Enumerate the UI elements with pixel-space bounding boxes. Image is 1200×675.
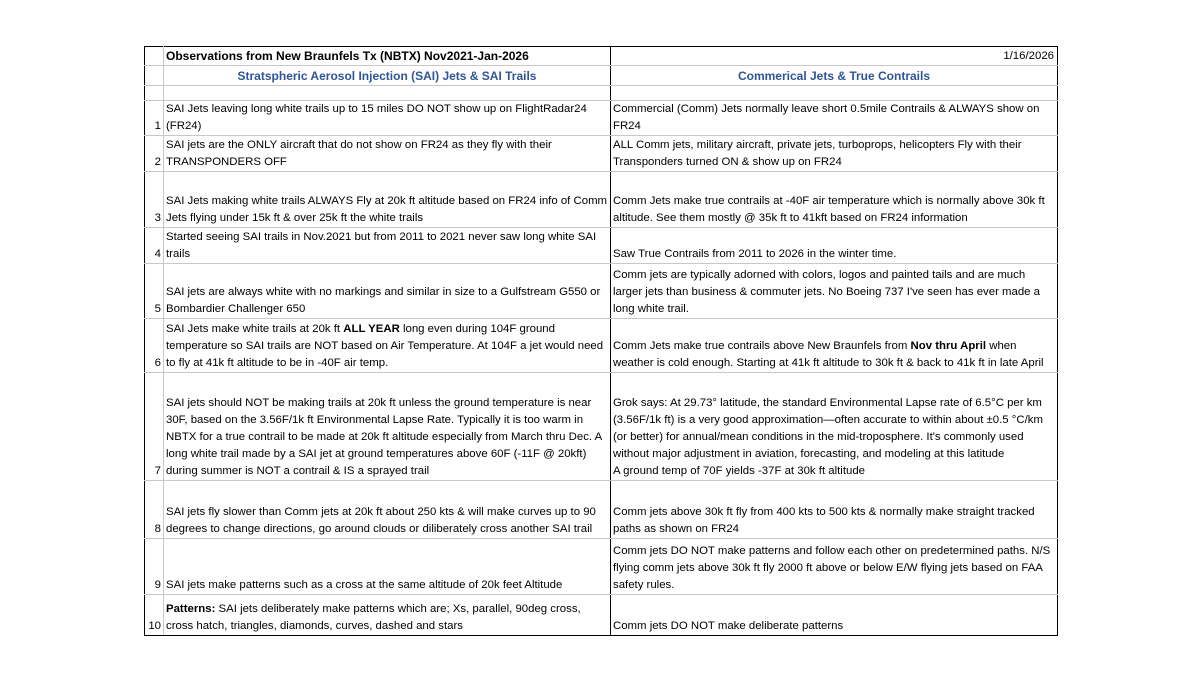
table-row (145, 373, 1058, 481)
table-row (145, 101, 1058, 136)
row-number-cell[interactable] (145, 47, 164, 66)
comm-observation-cell[interactable]: Comm Jets make true contrails at -40F air temperature which is normally above 30k ft altitude. See them mostly @ 35k ft to 41kft based on FR24 information (611, 172, 1058, 228)
table-row (145, 264, 1058, 319)
header-row (145, 66, 1058, 86)
empty-cell[interactable] (164, 86, 611, 101)
comm-observation-cell[interactable]: Comm jets above 30k ft fly from 400 kts to 500 kts & normally make straight tracked paths as shown on FR24 (611, 481, 1058, 539)
comm-observation-cell[interactable]: Comm jets are typically adorned with colors, logos and painted tails and are much larger jets than business & commuter jets. No Boeing 737 I've seen has ever made a long white trail. (611, 264, 1058, 319)
cell-text-bold: Patterns: (166, 603, 216, 615)
left-column-header[interactable]: Stratspheric Aerosol Injection (SAI) Jets & SAI Trails (164, 66, 611, 86)
sai-observation-cell[interactable]: Started seeing SAI trails in Nov.2021 but from 2011 to 2021 never saw long white SAI trails (164, 228, 611, 264)
empty-cell[interactable] (611, 86, 1058, 101)
title-row (145, 47, 1058, 66)
cell-text: SAI jets deliberately make patterns which are; Xs, parallel, 90deg cross, cross hatch, triangles, diamonds, curves, dashed and stars (166, 603, 581, 632)
row-number[interactable]: 8 (145, 481, 164, 539)
comm-observation-cell[interactable]: Commercial (Comm) Jets normally leave short 0.5mile Contrails & ALWAYS show on FR24 (611, 101, 1058, 136)
observations-spreadsheet (144, 46, 1058, 636)
cell-text: Comm Jets make true contrails above New Braunfels from (613, 340, 911, 352)
cell-text: Grok says: At 29.73° latitude, the standard Environmental Lapse rate of 6.5°C per km (3.56F/1k ft) is a very good approximation—often accurate to within about ±0.5 °C/km (or better) for annual/mean conditions in the mid-troposphere. It's commonly used without major adjustment in aviation, forecasting, and modeling at this latitude (613, 397, 1043, 460)
sai-observation-cell[interactable] (164, 595, 611, 636)
sheet-date[interactable]: 1/16/2026 (611, 47, 1058, 66)
table-row (145, 228, 1058, 264)
row-number-cell[interactable] (145, 86, 164, 101)
cell-text-bold: ALL YEAR (343, 323, 400, 335)
cell-text: A ground temp of 70F yields -37F at 30k ft altitude (613, 465, 866, 477)
row-number[interactable]: 6 (145, 319, 164, 373)
table-row (145, 595, 1058, 636)
sai-observation-cell[interactable]: SAI Jets leaving long white trails up to 15 miles DO NOT show up on FlightRadar24 (FR24) (164, 101, 611, 136)
row-number[interactable]: 3 (145, 172, 164, 228)
right-column-header[interactable]: Commerical Jets & True Contrails (611, 66, 1058, 86)
sai-observation-cell[interactable]: SAI jets fly slower than Comm jets at 20k ft about 250 kts & will make curves up to 90 degrees to change directions, go around clouds or diliberately cross another SAI trail (164, 481, 611, 539)
cell-text: long even during 104F ground temperature so SAI trails are NOT based on Air Temperature. At 104F a jet would need to fly at 41k ft altitude to be in -40F air temp. (166, 323, 604, 369)
table-row (145, 481, 1058, 539)
sheet-title[interactable]: Observations from New Braunfels Tx (NBTX) Nov2021-Jan-2026 (164, 47, 611, 66)
table-row (145, 172, 1058, 228)
row-number[interactable]: 2 (145, 136, 164, 172)
row-number[interactable]: 4 (145, 228, 164, 264)
comm-observation-cell[interactable]: Comm jets DO NOT make deliberate patterns (611, 595, 1058, 636)
row-number[interactable]: 9 (145, 539, 164, 595)
sai-observation-cell[interactable]: SAI jets are the ONLY aircraft that do not show on FR24 as they fly with their TRANSPONDERS OFF (164, 136, 611, 172)
spacer-row (145, 86, 1058, 101)
row-number[interactable]: 1 (145, 101, 164, 136)
row-number[interactable]: 7 (145, 373, 164, 481)
comm-observation-cell[interactable] (611, 319, 1058, 373)
comm-observation-cell[interactable] (611, 373, 1058, 481)
row-number[interactable]: 5 (145, 264, 164, 319)
cell-text-bold: Nov thru April (910, 340, 987, 352)
row-number-cell[interactable] (145, 66, 164, 86)
row-number[interactable]: 10 (145, 595, 164, 636)
sai-observation-cell[interactable]: SAI Jets making white trails ALWAYS Fly at 20k ft altitude based on FR24 info of Comm Jets flying under 15k ft & over 25k ft the white trails (164, 172, 611, 228)
table-row (145, 319, 1058, 373)
table-row (145, 136, 1058, 172)
sai-observation-cell[interactable]: SAI jets are always white with no markings and similar in size to a Gulfstream G550 or Bombardier Challenger 650 (164, 264, 611, 319)
comm-observation-cell[interactable]: ALL Comm jets, military aircraft, private jets, turboprops, helicopters Fly with their Transponders turned ON & show up on FR24 (611, 136, 1058, 172)
sai-observation-cell[interactable]: SAI jets should NOT be making trails at 20k ft unless the ground temperature is near 30F, based on the 3.56F/1k ft Environmental Lapse Rate. Typically it is too warm in NBTX for a true contrail to be made at 20k ft altitude especially from March thru Dec. A long white trail made by a SAI jet at ground temperatures above 60F (-11F @ 20kft) during summer is NOT a contrail & IS a sprayed trail (164, 373, 611, 481)
cell-text: when weather is cold enough. Starting at 41k ft altitude to 30k ft & back to 41k ft in late April (613, 340, 1044, 369)
comm-observation-cell[interactable]: Saw True Contrails from 2011 to 2026 in the winter time. (611, 228, 1058, 264)
comm-observation-cell[interactable]: Comm jets DO NOT make patterns and follow each other on predetermined paths. N/S flying comm jets above 30k ft fly 2000 ft above or below E/W flying jets based on FAA safety rules. (611, 539, 1058, 595)
sai-observation-cell[interactable]: SAI jets make patterns such as a cross at the same altitude of 20k feet Altitude (164, 539, 611, 595)
table-row (145, 539, 1058, 595)
sai-observation-cell[interactable] (164, 319, 611, 373)
cell-text: SAI Jets make white trails at 20k ft (166, 323, 344, 335)
